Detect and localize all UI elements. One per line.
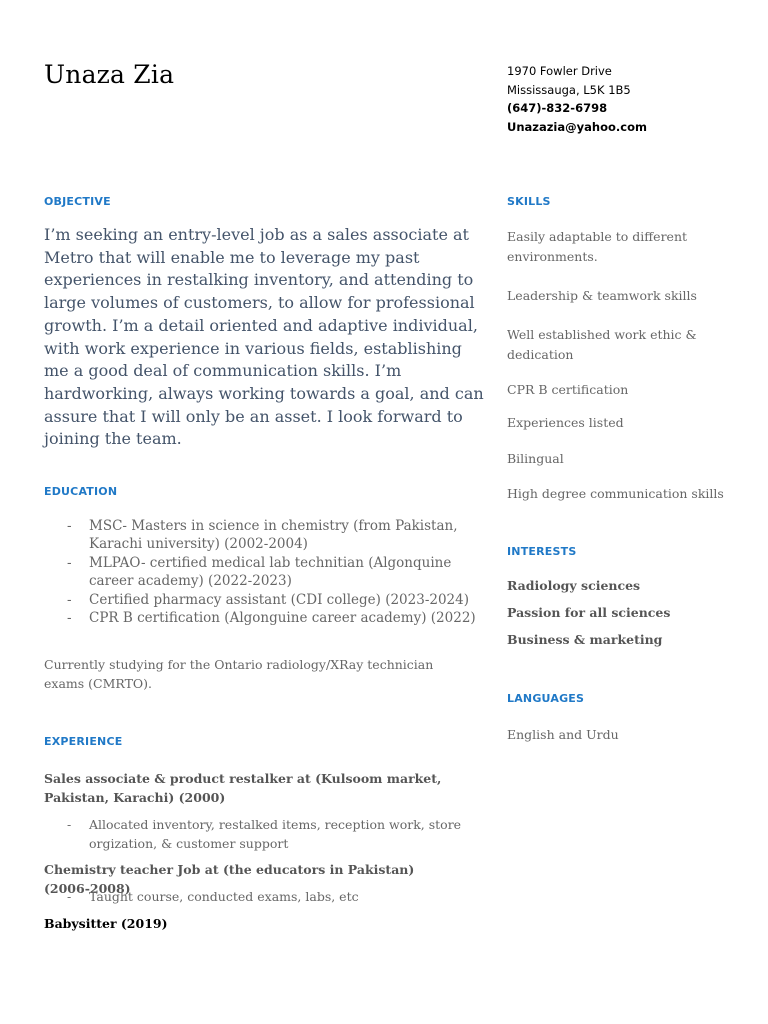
languages-text: English and Urdu <box>507 727 619 742</box>
education-item: - MLPAO- certified medical lab technitian (Algonquine career academy) (2022-2023) <box>44 554 489 591</box>
job-bullet: - Taught course, conducted exams, labs, etc <box>44 888 464 907</box>
job-bullets <box>44 816 464 853</box>
email-address: Unazazia@yahoo.com <box>507 119 647 134</box>
job-title: Sales associate & product restalker at (Kulsoom market, Pakistan, Karachi) (2000) <box>44 771 442 805</box>
education-list <box>44 517 489 627</box>
education-heading: EDUCATION <box>44 485 118 498</box>
skill-item: High degree communication skills <box>507 486 724 501</box>
experience-heading: EXPERIENCE <box>44 735 123 748</box>
interest-item: Passion for all sciences <box>507 605 671 620</box>
contact-block <box>507 62 647 136</box>
interests-heading: INTERESTS <box>507 545 577 558</box>
education-item: - Certified pharmacy assistant (CDI college) (2023-2024) <box>44 591 489 609</box>
interest-item: Business & marketing <box>507 632 663 647</box>
languages-heading: LANGUAGES <box>507 692 585 705</box>
education-item: - MSC- Masters in science in chemistry (from Pakistan, Karachi university) (2002-2004) <box>44 517 489 554</box>
candidate-name: Unaza Zia <box>44 60 175 89</box>
education-item: - CPR B certification (Algonguine career academy) (2022) <box>44 609 489 627</box>
objective-heading: OBJECTIVE <box>44 195 111 208</box>
skill-item: Well established work ethic & dedication <box>507 327 697 362</box>
job-title: Babysitter (2019) <box>44 916 168 931</box>
skill-item: CPR B certification <box>507 382 629 397</box>
skill-item: Bilingual <box>507 451 564 466</box>
interest-item: Radiology sciences <box>507 578 641 593</box>
job-bullet: - Allocated inventory, restalked items, reception work, store orgization, & customer support <box>44 816 464 853</box>
skills-heading: SKILLS <box>507 195 551 208</box>
address-line-1: 1970 Fowler Drive <box>507 64 612 78</box>
education-note: Currently studying for the Ontario radiology/XRay technician exams (CMRTO). <box>44 657 434 691</box>
skill-item: Experiences listed <box>507 415 624 430</box>
objective-text: I’m seeking an entry-level job as a sales associate at Metro that will enable me to leverage my past experiences in restalking inventory, and attending to large volumes of customers, to allow for professional growth. I’m a detail oriented and adaptive individual, with work experience in various fields, establishing me a good deal of communication skills. I’m hardworking, always working towards a goal, and can assure that I will only be an asset. I look forward to joining the team. <box>44 225 484 449</box>
address-line-2: Mississauga, L5K 1B5 <box>507 82 631 97</box>
phone-number: (647)-832-6798 <box>507 101 608 115</box>
skill-item: Leadership & teamwork skills <box>507 288 697 303</box>
job-title: Chemistry teacher Job at (the educators in Pakistan) (2006-2008) <box>44 862 415 896</box>
skill-item: Easily adaptable to different environments. <box>507 229 688 264</box>
job-bullets <box>44 888 464 907</box>
